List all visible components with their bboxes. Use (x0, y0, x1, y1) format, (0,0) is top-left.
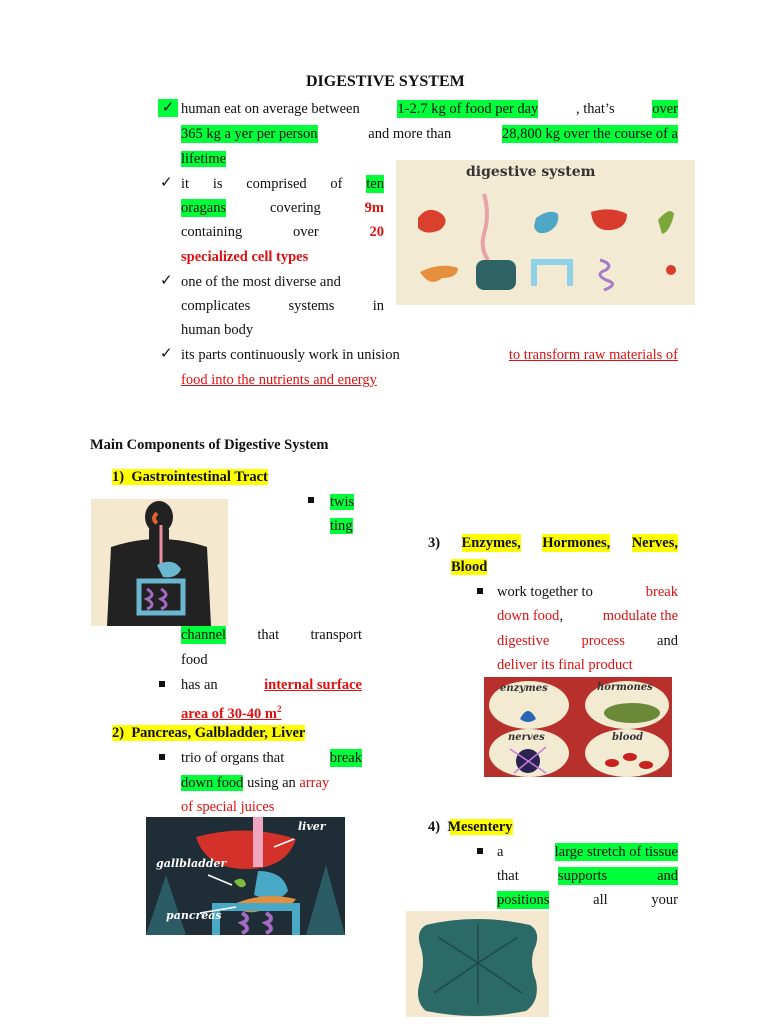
text: to transform raw materials of (508, 347, 678, 363)
highlight: 1-2.7 kg of food per day (397, 101, 539, 117)
page-title: DIGESTIVE SYSTEM (306, 73, 465, 90)
highlight: 365 kg a yer per person (181, 126, 318, 142)
section-1-area-line-1 (181, 676, 362, 694)
intro-bullet-2-line-2 (181, 199, 384, 217)
intro-bullet-2-line-1 (181, 175, 384, 193)
text: supports (558, 868, 608, 884)
intro-bullet-1-line-3 (181, 150, 226, 168)
section-2-heading (112, 724, 305, 742)
section-1-twisting-2 (330, 517, 353, 535)
text: of (330, 176, 343, 192)
gallbladder-label: gallbladder (156, 857, 227, 870)
text: has an (181, 677, 222, 693)
section-1-channel-line-1 (181, 626, 362, 644)
section-4-heading (428, 818, 513, 836)
text: , that’s (575, 101, 615, 117)
section-2-line-2 (181, 774, 329, 792)
highlight: channel (181, 627, 227, 643)
highlight: break (329, 750, 362, 766)
check-icon: ✓ (158, 99, 178, 117)
intro-bullet-4-line-1 (181, 346, 678, 364)
intro-bullet-2-line-4: specialized cell types (181, 249, 309, 265)
section-4-line-2 (497, 867, 678, 885)
intro-bullet-4-line-2: food into the nutrients and energy (181, 372, 377, 388)
section-2-line-3: of special juices (181, 799, 275, 815)
text: using an (243, 775, 300, 791)
text: systems (288, 298, 335, 314)
enzymes-label: enzymes (500, 683, 548, 694)
bullet-square-icon (308, 497, 314, 503)
text: over (292, 224, 319, 240)
text: trio of organs that (181, 750, 288, 766)
section-3-heading-line-1 (428, 534, 678, 552)
gi-tract-image (91, 499, 228, 626)
text: is (212, 176, 223, 192)
section-4-line-1 (497, 843, 678, 861)
text: and (657, 633, 678, 649)
organs-illustration (396, 160, 695, 305)
text: and (657, 868, 678, 884)
heading-text: Blood (451, 559, 488, 575)
highlight: positions (497, 892, 550, 908)
text: human eat on average between (181, 101, 360, 117)
text: transport (310, 627, 362, 643)
liver-gallbladder-pancreas-image (146, 817, 345, 935)
check-icon: ✓ (160, 175, 173, 191)
highlight: lifetime (181, 151, 227, 167)
text: comprised (246, 176, 307, 192)
hormones-label: hormones (597, 682, 653, 693)
text: array (299, 775, 330, 791)
intro-bullet-3-line-3: human body (181, 322, 254, 338)
text: work together to (497, 584, 597, 600)
section-3-line-2 (497, 607, 678, 625)
highlight: ten (366, 176, 384, 192)
section-1-twisting-1 (330, 493, 354, 511)
text: 9m (364, 200, 384, 216)
section-4-line-3 (497, 891, 678, 909)
highlight: large stretch of tissue (554, 844, 678, 860)
intro-bullet-1-line-2 (181, 125, 678, 143)
text: all (593, 892, 608, 908)
text: covering (270, 200, 321, 216)
intro-bullet-3-line-1: one of the most diverse and (181, 274, 341, 290)
bullet-square-icon (477, 848, 483, 854)
text: it (181, 176, 190, 192)
bullet-square-icon (159, 681, 165, 687)
text: down food (497, 608, 560, 624)
section-3-line-4: deliver its final product (497, 657, 633, 673)
text: process (581, 633, 625, 649)
heading-text: Hormones, (542, 535, 611, 551)
section-3-line-1 (497, 583, 678, 601)
text: area of 30-40 m (181, 705, 277, 722)
digestive-system-organs-image (396, 160, 695, 305)
superscript: 2 (276, 704, 282, 714)
highlight: ting (330, 518, 353, 534)
liver-label: liver (298, 820, 326, 833)
nerves-label: nerves (508, 732, 545, 743)
highlight: down food (181, 775, 244, 791)
text: digestive (497, 633, 550, 649)
section-3-heading-line-2 (451, 558, 487, 576)
text: and more than (368, 126, 452, 142)
heading-text: 1) Gastrointestinal Tract (112, 469, 268, 485)
intro-bullet-2-line-3 (181, 223, 384, 241)
highlight: 28,800 kg over the course of a (502, 126, 678, 142)
section-1-area-line-2 (181, 700, 281, 723)
section-1-heading (112, 468, 268, 486)
highlight (558, 867, 678, 885)
text: a (497, 844, 508, 860)
bullet-square-icon (159, 754, 165, 760)
check-icon: ✓ (160, 346, 173, 362)
text: , (559, 608, 564, 624)
text: complicates (181, 298, 251, 314)
text: break (645, 584, 678, 600)
check-icon: ✓ (160, 273, 173, 289)
text: in (372, 298, 384, 314)
intro-bullet-3-line-2 (181, 297, 384, 315)
text: internal surface (264, 677, 362, 693)
bullet-square-icon (477, 588, 483, 594)
text: containing (181, 224, 243, 240)
text: that (257, 627, 280, 643)
mesentery-illustration (406, 911, 549, 1017)
highlight: over (652, 101, 678, 117)
text: that (497, 868, 519, 884)
pancreas-label: pancreas (166, 909, 222, 922)
image-title: digestive system (466, 164, 596, 180)
heading-text: Nerves, (631, 535, 678, 551)
blood-label: blood (612, 732, 644, 743)
mesentery-image (406, 911, 549, 1017)
heading-text: 4) Mesentery (428, 819, 513, 835)
heading-text: 2) Pancreas, Galbladder, Liver (112, 725, 306, 741)
section-1-channel-line-2: food (181, 652, 208, 668)
section-2-line-1 (181, 749, 362, 767)
text: your (651, 892, 678, 908)
text: modulate the (602, 608, 678, 624)
highlight: oragans (181, 200, 227, 216)
text: 20 (369, 224, 384, 240)
section-3-line-3 (497, 632, 678, 650)
main-components-heading: Main Components of Digestive System (90, 437, 329, 453)
intro-bullet-1-line-1 (181, 100, 678, 118)
enzymes-hormones-nerves-blood-image (484, 677, 672, 777)
highlight: twis (330, 494, 355, 510)
gi-tract-illustration (91, 499, 228, 626)
heading-text: Enzymes, (461, 535, 521, 551)
text: its parts continuously work in unision (181, 347, 404, 363)
heading-number: 3) (428, 535, 441, 551)
